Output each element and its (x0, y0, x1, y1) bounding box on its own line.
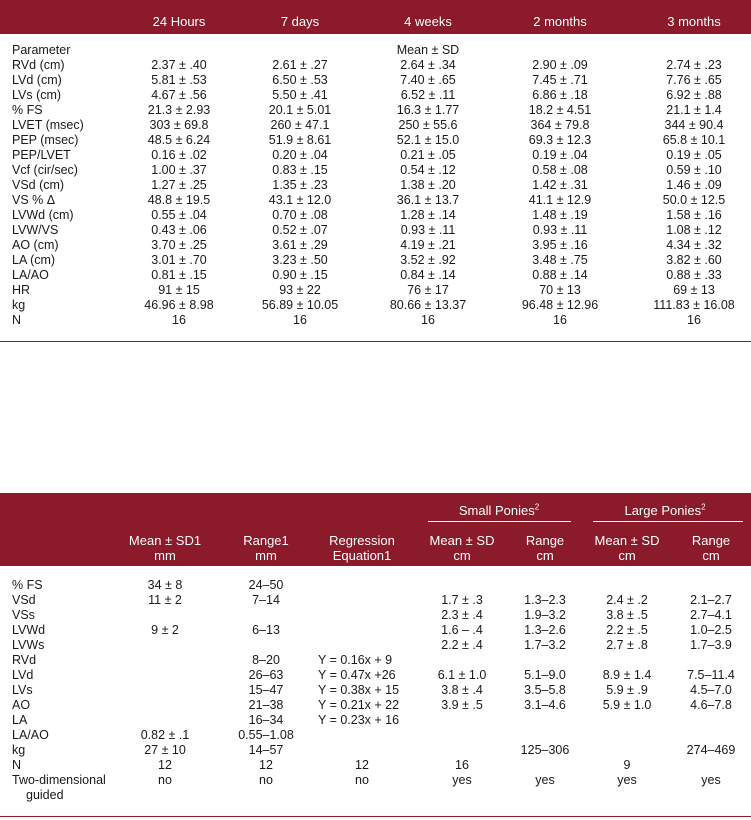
table-cell: 0.54 ± .12 (400, 163, 456, 177)
row-label: LVW/VS (12, 223, 59, 237)
table-cell: 0.20 ± .04 (272, 148, 328, 162)
table-row (0, 608, 751, 623)
table-row (0, 638, 751, 653)
row-label: LVd (12, 668, 34, 682)
table-cell: 1.3–2.6 (524, 623, 566, 637)
group-small-label: Small Ponies (458, 503, 535, 518)
table-row (0, 653, 751, 668)
hdr-mean-sd1-unit: mm (154, 548, 176, 563)
table-cell: 1.00 ± .37 (151, 163, 207, 177)
table-cell: 0.55 ± .04 (151, 208, 207, 222)
table-cell: 4.19 ± .21 (400, 238, 456, 252)
table-cell: 1.7 ± .3 (441, 593, 483, 607)
table-row (0, 758, 751, 773)
table-cell: 3.23 ± .50 (272, 253, 328, 267)
table-cell: 344 ± 90.4 (664, 118, 724, 132)
table-cell: 0.93 ± .11 (400, 223, 456, 237)
table-row (0, 773, 751, 803)
table-cell: 1.38 ± .20 (400, 178, 456, 192)
hdr-large-mean-sd: Mean ± SD (594, 533, 660, 548)
table-cell: 3.52 ± .92 (400, 253, 456, 267)
table-cell: 16 (687, 313, 701, 327)
table-cell: 9 ± 2 (151, 623, 179, 637)
row-label: N (12, 758, 22, 772)
table-cell: 2.61 ± .27 (272, 58, 328, 72)
row-label: LA/AO (12, 268, 49, 282)
row-label: RVd (12, 653, 37, 667)
table-row (0, 698, 751, 713)
row-label: VS % Δ (12, 193, 56, 207)
table-cell: 3.48 ± .75 (532, 253, 588, 267)
table-cell: 250 ± 55.6 (398, 118, 458, 132)
hdr-small-range-unit: cm (536, 548, 554, 563)
table-row (0, 133, 751, 148)
table-cell: Y = 0.21x + 22 (318, 698, 400, 712)
hdr-small-range: Range (525, 533, 565, 548)
mean-sd-label: Mean ± SD (396, 43, 460, 57)
table-cell: 3.01 ± .70 (151, 253, 207, 267)
table-cell: 16 (455, 758, 469, 772)
table-cell: 4.67 ± .56 (151, 88, 207, 102)
table-row (0, 283, 751, 298)
table-row (0, 163, 751, 178)
table-row (0, 58, 751, 73)
table-cell: Y = 0.16x + 9 (318, 653, 393, 667)
table-cell: 0.52 ± .07 (272, 223, 328, 237)
table-cell: 8.9 ± 1.4 (602, 668, 652, 682)
table-row (0, 193, 751, 208)
table-cell: 3.70 ± .25 (151, 238, 207, 252)
table-row (0, 683, 751, 698)
table-cell: 16–34 (248, 713, 284, 727)
large-ponies-rule (593, 521, 743, 522)
table-cell: 41.1 ± 12.9 (528, 193, 592, 207)
row-label: LVET (msec) (12, 118, 84, 132)
table-row (0, 743, 751, 758)
table-cell: yes (452, 773, 472, 787)
table-cell: 20.1 ± 5.01 (268, 103, 332, 117)
table-cell: 2.2 ± .5 (606, 623, 648, 637)
row-label: LVWs (12, 638, 45, 652)
group-small-sup: 2 (534, 502, 540, 512)
table-cell: 2.4 ± .2 (606, 593, 648, 607)
row-label: VSs (12, 608, 35, 622)
table-row (0, 148, 751, 163)
table-cell: 51.9 ± 8.61 (268, 133, 332, 147)
table-cell: 0.93 ± .11 (532, 223, 588, 237)
table-cell: 1.35 ± .23 (272, 178, 328, 192)
table-cell: 5.1–9.0 (524, 668, 566, 682)
table-cell: no (355, 773, 369, 787)
row-label: N (12, 313, 22, 327)
table1-bottom-rule (0, 341, 751, 342)
table-cell: 303 ± 69.8 (149, 118, 209, 132)
table-row (0, 313, 751, 328)
table-cell: 6–13 (252, 623, 280, 637)
table-cell: 1.46 ± .09 (666, 178, 722, 192)
table-cell: 46.96 ± 8.98 (144, 298, 214, 312)
table-cell: 12 (259, 758, 273, 772)
group-large-sup: 2 (701, 502, 706, 512)
col-header-7d: 7 days (280, 14, 320, 29)
table-cell: no (259, 773, 273, 787)
table-cell: 3.61 ± .29 (272, 238, 328, 252)
row-label: PEP (msec) (12, 133, 79, 147)
table-cell: 52.1 ± 15.0 (396, 133, 460, 147)
table-cell: 2.2 ± .4 (441, 638, 483, 652)
table-cell: 0.70 ± .08 (272, 208, 328, 222)
table-row (0, 713, 751, 728)
table-cell: 18.2 ± 4.51 (528, 103, 592, 117)
table-cell: 16 (293, 313, 307, 327)
table-cell: 260 ± 47.1 (270, 118, 330, 132)
row-label: PEP/LVET (12, 148, 71, 162)
row-label: AO (12, 698, 31, 712)
table-cell: 56.89 ± 10.05 (261, 298, 339, 312)
hdr-large-mean-sd-unit: cm (618, 548, 636, 563)
row-label: LVs (12, 683, 33, 697)
table-cell: 0.81 ± .15 (151, 268, 207, 282)
table-cell: 2.74 ± .23 (666, 58, 722, 72)
table-cell: yes (701, 773, 721, 787)
row-label: % FS (12, 103, 43, 117)
table-cell: 0.19 ± .05 (666, 148, 722, 162)
table-cell: Y = 0.23x + 16 (318, 713, 400, 727)
parameter-row (0, 43, 751, 58)
table-cell: yes (535, 773, 555, 787)
table-cell: 6.1 ± 1.0 (437, 668, 487, 682)
table-cell: 16 (553, 313, 567, 327)
table-row (0, 73, 751, 88)
echocardiographic-table-foals (0, 0, 751, 328)
table-row (0, 578, 751, 593)
table-cell: 0.59 ± .10 (666, 163, 722, 177)
table-cell: 3.5–5.8 (524, 683, 566, 697)
table-cell: 125–306 (520, 743, 570, 757)
table-row (0, 668, 751, 683)
table-cell: 7.5–11.4 (687, 668, 735, 682)
table-cell: 6.50 ± .53 (272, 73, 328, 87)
table-row (0, 623, 751, 638)
table-cell: 69.3 ± 12.3 (528, 133, 592, 147)
table-cell: 69 ± 13 (673, 283, 715, 297)
table-row (0, 118, 751, 133)
table-cell: no (158, 773, 172, 787)
table-cell: 70 ± 13 (539, 283, 581, 297)
table-cell: 1.42 ± .31 (532, 178, 588, 192)
table-cell: 4.6–7.8 (690, 698, 732, 712)
table-cell: 4.34 ± .32 (666, 238, 722, 252)
table-cell: 36.1 ± 13.7 (396, 193, 460, 207)
table-cell: 1.08 ± .12 (666, 223, 722, 237)
table-cell: 0.16 ± .02 (151, 148, 207, 162)
table-cell: 3.9 ± .5 (441, 698, 483, 712)
table-cell: 3.82 ± .60 (666, 253, 722, 267)
row-label: Vcf (cir/sec) (12, 163, 78, 177)
table-row (0, 728, 751, 743)
table-cell: 2.37 ± .40 (151, 58, 207, 72)
table-cell: 0.90 ± .15 (272, 268, 328, 282)
row-label: LVWd (cm) (12, 208, 74, 222)
table-row (0, 298, 751, 313)
table-cell: 12 (158, 758, 172, 772)
table-cell: 14–57 (248, 743, 284, 757)
row-label: LVd (cm) (12, 73, 62, 87)
echocardiographic-table-ponies (0, 493, 751, 803)
table-row (0, 88, 751, 103)
table-cell: 0.84 ± .14 (400, 268, 456, 282)
row-label: kg (12, 298, 26, 312)
table-cell: 2.64 ± .34 (400, 58, 456, 72)
table-row (0, 253, 751, 268)
row-label: kg (12, 743, 26, 757)
table-cell: 364 ± 79.8 (530, 118, 590, 132)
table-cell: 26–63 (248, 668, 284, 682)
hdr-small-mean-sd: Mean ± SD (429, 533, 495, 548)
table-cell: 15–47 (248, 683, 284, 697)
table-row (0, 103, 751, 118)
table-cell: Y = 0.47x +26 (318, 668, 396, 682)
table-row (0, 223, 751, 238)
hdr-mean-sd1: Mean ± SD1 (128, 533, 202, 548)
table-cell: 16.3 ± 1.77 (396, 103, 460, 117)
table-cell: 7–14 (252, 593, 280, 607)
hdr-equation1: Equation1 (332, 548, 392, 563)
table-cell: 0.88 ± .33 (666, 268, 722, 282)
row-label: VSd (cm) (12, 178, 65, 192)
table-cell: 5.9 ± .9 (606, 683, 648, 697)
row-label: % FS (12, 578, 43, 592)
table-cell: 7.40 ± .65 (400, 73, 456, 87)
table-cell: 1.7–3.9 (690, 638, 732, 652)
row-label: LA (12, 713, 28, 727)
parameter-label: Parameter (12, 43, 71, 57)
row-label: AO (cm) (12, 238, 59, 252)
table-cell: 24–50 (248, 578, 284, 592)
row-label: HR (12, 283, 31, 297)
table-cell: 0.55–1.08 (238, 728, 294, 742)
table-cell: 3.1–4.6 (524, 698, 566, 712)
table-row (0, 593, 751, 608)
table-cell: 5.9 ± 1.0 (602, 698, 652, 712)
table-cell: Y = 0.38x + 15 (318, 683, 400, 697)
table-cell: 16 (172, 313, 186, 327)
table-cell: 34 ± 8 (147, 578, 183, 592)
table-cell: 274–469 (686, 743, 736, 757)
group-small-ponies (459, 503, 539, 518)
col-header-4w: 4 weeks (404, 14, 452, 29)
table-row (0, 178, 751, 193)
row-label: LVWd (12, 623, 46, 637)
table-cell: 76 ± 17 (407, 283, 449, 297)
table-cell: 0.43 ± .06 (151, 223, 207, 237)
table-cell: 1.28 ± .14 (400, 208, 456, 222)
table-cell: 1.9–3.2 (524, 608, 566, 622)
hdr-small-mean-sd-unit: cm (453, 548, 471, 563)
table-cell: 91 ± 15 (158, 283, 200, 297)
row-label: Two-dimensional (12, 773, 106, 787)
table-cell: 21.1 ± 1.4 (666, 103, 722, 117)
table-cell: 3.8 ± .5 (606, 608, 648, 622)
table-cell: 1.58 ± .16 (666, 208, 722, 222)
table-cell: 50.0 ± 12.5 (662, 193, 726, 207)
table-cell: 1.0–2.5 (690, 623, 732, 637)
table-cell: 0.58 ± .08 (532, 163, 588, 177)
table-cell: 12 (355, 758, 369, 772)
table-cell: 1.6 – .4 (441, 623, 483, 637)
table-cell: 6.86 ± .18 (532, 88, 588, 102)
col-header-24h: 24 Hours (152, 14, 206, 29)
table1-body (0, 58, 751, 328)
table-cell: 7.76 ± .65 (666, 73, 722, 87)
table-cell: 0.21 ± .05 (400, 148, 456, 162)
table-cell: 4.5–7.0 (690, 683, 732, 697)
table-cell: 21–38 (248, 698, 284, 712)
table-cell: 2.7 ± .8 (606, 638, 648, 652)
table-cell: 7.45 ± .71 (532, 73, 588, 87)
table-cell: 48.5 ± 6.24 (147, 133, 211, 147)
table-cell: 1.27 ± .25 (151, 178, 207, 192)
table-cell: 43.1 ± 12.0 (268, 193, 332, 207)
table-cell: 93 ± 22 (279, 283, 321, 297)
table-cell: 8–20 (252, 653, 280, 667)
table-cell: 9 (623, 758, 631, 772)
hdr-range1-unit: mm (255, 548, 277, 563)
table-cell: 2.1–2.7 (690, 593, 732, 607)
row-label: LVs (cm) (12, 88, 62, 102)
group-large-label: Large Ponies (624, 503, 702, 518)
table-cell: 5.50 ± .41 (272, 88, 328, 102)
table-cell: 5.81 ± .53 (151, 73, 207, 87)
table-cell: 3.95 ± .16 (532, 238, 588, 252)
table-cell: 2.7–4.1 (690, 608, 732, 622)
table-cell: 96.48 ± 12.96 (521, 298, 599, 312)
table-cell: 2.90 ± .09 (532, 58, 588, 72)
table-cell: 0.19 ± .04 (532, 148, 588, 162)
col-header-3m: 3 months (667, 14, 721, 29)
table-cell: 80.66 ± 13.37 (389, 298, 467, 312)
table2-header (0, 493, 751, 566)
table-row (0, 208, 751, 223)
row-label: VSd (12, 593, 36, 607)
table-cell: 11 ± 2 (148, 593, 182, 607)
table-cell: 0.83 ± .15 (272, 163, 328, 177)
table-cell: 2.3 ± .4 (441, 608, 483, 622)
table-cell: 21.3 ± 2.93 (147, 103, 211, 117)
table-cell: 16 (421, 313, 435, 327)
hdr-large-range-unit: cm (702, 548, 720, 563)
table-cell: 3.8 ± .4 (441, 683, 483, 697)
table1-header (0, 0, 751, 34)
table-cell: 6.92 ± .88 (666, 88, 722, 102)
hdr-large-range: Range (691, 533, 731, 548)
hdr-range1: Range1 (243, 533, 289, 548)
table-cell: 1.48 ± .19 (532, 208, 588, 222)
table2-bottom-rule (0, 816, 751, 817)
small-ponies-rule (428, 521, 571, 522)
table-cell: 111.83 ± 16.08 (653, 298, 735, 312)
group-large-ponies (624, 503, 705, 518)
table-row (0, 238, 751, 253)
table-cell: 0.82 ± .1 (140, 728, 190, 742)
table2-body (0, 578, 751, 803)
col-header-2m: 2 months (533, 14, 587, 29)
table-cell: 48.8 ± 19.5 (147, 193, 211, 207)
table-cell: 6.52 ± .11 (400, 88, 456, 102)
hdr-regression: Regression (329, 533, 395, 548)
table-cell: 27 ± 10 (144, 743, 186, 757)
table-cell: 65.8 ± 10.1 (662, 133, 726, 147)
table-cell: yes (617, 773, 637, 787)
row-label: RVd (cm) (12, 58, 65, 72)
table-row (0, 268, 751, 283)
row-label: LA/AO (12, 728, 49, 742)
row-label-continued: guided (26, 788, 64, 802)
table-cell: 1.3–2.3 (524, 593, 566, 607)
table-cell: 0.88 ± .14 (532, 268, 588, 282)
table-cell: 1.7–3.2 (524, 638, 566, 652)
row-label: LA (cm) (12, 253, 56, 267)
